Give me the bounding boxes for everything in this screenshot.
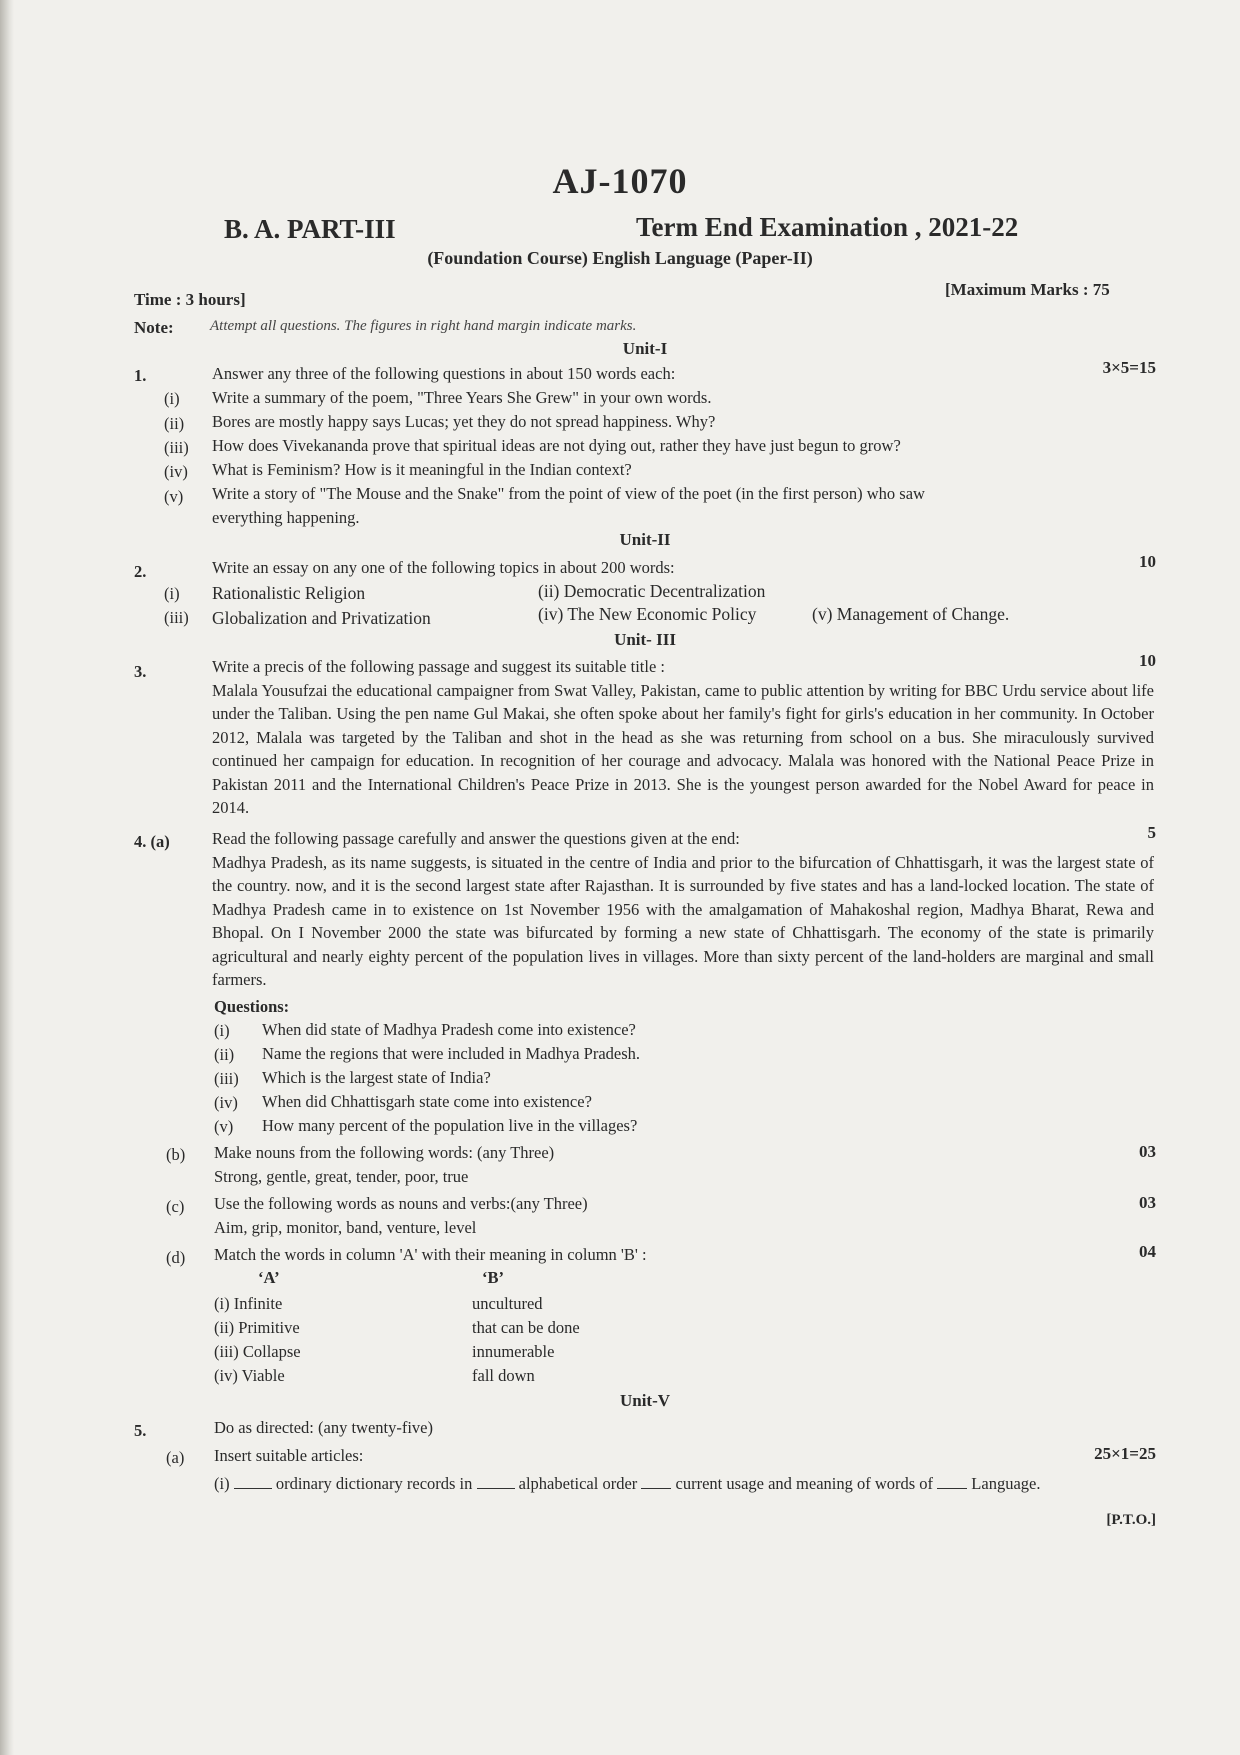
subquestion-text: When did Chhattisgarh state come into existence? (262, 1092, 592, 1111)
part-marks: 04 (1139, 1242, 1156, 1261)
unit-heading: Unit-V (619, 1391, 671, 1410)
column-b-item: uncultured (472, 1294, 543, 1313)
precis-passage: Malala Yousufzai the educational campaigner from Swat Valley, Pakistan, came to public attention by writing for BBC Urdu service about life under the Taliban. Using the pen name Gul Makai, she often spoke about her family's fight for girls's education in her community. In October 2012, Malala was targeted by the Taliban and shot in the head as she was returning from school on a bus. She miraculously survived continued her campaign for education. In recognition of her courage and advocacy. Malala was honored with the National Peace Prize in Pakistan 2011 and the International Children's Peace Prize in 2013. She is the youngest person awarded for the Nobel Award for peace in 2014. (212, 681, 1154, 818)
subquestion-number: (ii) (214, 1045, 235, 1064)
part-text: Insert suitable articles: (214, 1446, 364, 1465)
question-number: 2. (134, 562, 147, 581)
topic-text: Globalization and Privatization (212, 608, 431, 628)
question-number: 5. (134, 1421, 147, 1440)
subquestion-number: (iv) (214, 1093, 238, 1112)
unit-heading: Unit-I (622, 339, 668, 358)
note-text: Attempt all questions. The figures in right hand margin indicate marks. (210, 318, 637, 334)
part-text: Use the following words as nouns and verbs:(any Three) (214, 1194, 588, 1213)
answer-blank[interactable] (477, 1474, 515, 1489)
subquestion-text: Which is the largest state of India? (262, 1068, 491, 1087)
column-b-heading: ‘B’ (482, 1268, 504, 1287)
item-text: Write a story of "The Mouse and the Snake" from the point of view of the poet (in the first person) who saw (212, 484, 925, 503)
article-sentence (214, 1474, 1040, 1494)
item-text: everything happening. (212, 508, 360, 527)
question-number: 3. (134, 662, 147, 681)
question-marks: 3×5=15 (1102, 358, 1156, 377)
subquestion-number: (iii) (214, 1069, 239, 1088)
answer-blank[interactable] (641, 1474, 671, 1489)
answer-blank[interactable] (234, 1474, 272, 1489)
column-b-item: that can be done (472, 1318, 580, 1337)
maximum-marks: [Maximum Marks : 75 (945, 280, 1110, 299)
column-a-heading: ‘A’ (258, 1268, 280, 1287)
question-number: 4. (a) (134, 832, 170, 851)
course-title: (Foundation Course) English Language (Paper-II) (427, 248, 813, 268)
part-marks: 25×1=25 (1094, 1444, 1156, 1463)
word-list: Aim, grip, monitor, band, venture, level (214, 1218, 477, 1237)
column-a-item: (iv) Viable (214, 1366, 285, 1385)
sentence-fragment: alphabetical order (518, 1474, 638, 1493)
part-text: Match the words in column 'A' with their meaning in column 'B' : (214, 1245, 647, 1264)
unit-heading: Unit-II (619, 530, 671, 549)
topic-text: (ii) Democratic Decentralization (538, 581, 766, 601)
question-marks: 10 (1139, 552, 1156, 571)
item-text: How does Vivekananda prove that spiritual ideas are not dying out, rather they have just begun to grow? (212, 436, 901, 455)
part-marks: 03 (1139, 1193, 1156, 1212)
column-b-item: fall down (472, 1366, 535, 1385)
exam-title: Term End Examination , 2021-22 (636, 212, 1019, 242)
please-turn-over: [P.T.O.] (1106, 1512, 1156, 1528)
question-number: 1. (134, 366, 147, 385)
item-text: Bores are mostly happy says Lucas; yet they do not spread happiness. Why? (212, 412, 716, 431)
part-label: (c) (166, 1197, 185, 1216)
sentence-number: (i) (214, 1474, 230, 1493)
question-marks: 5 (1147, 823, 1156, 842)
column-a-item: (iii) Collapse (214, 1342, 301, 1361)
subquestion-number: (i) (214, 1021, 230, 1040)
column-a-item: (ii) Primitive (214, 1318, 300, 1337)
subquestion-text: Name the regions that were included in Madhya Pradesh. (262, 1044, 641, 1063)
answer-blank[interactable] (937, 1474, 967, 1489)
part-label: (a) (166, 1448, 185, 1467)
item-number: (v) (164, 487, 184, 506)
item-number: (i) (164, 389, 180, 408)
part-text: Make nouns from the following words: (any Three) (214, 1143, 555, 1162)
item-number: (i) (164, 584, 180, 603)
question-text: Write a precis of the following passage and suggest its suitable title : (212, 657, 665, 676)
item-text: Write a summary of the poem, "Three Years She Grew" in your own words. (212, 388, 712, 407)
question-text: Answer any three of the following questions in about 150 words each: (212, 364, 676, 383)
topic-text: (v) Management of Change. (812, 604, 1010, 624)
class-title: B. A. PART-III (224, 214, 396, 244)
questions-label: Questions: (214, 997, 290, 1016)
unit-heading: Unit- III (614, 630, 676, 649)
part-marks: 03 (1139, 1142, 1156, 1161)
sentence-fragment: Language. (971, 1474, 1041, 1493)
topic-text: Rationalistic Religion (212, 583, 366, 603)
paper-code: AJ-1070 (552, 161, 688, 201)
item-text: What is Feminism? How is it meaningful in the Indian context? (212, 460, 632, 479)
column-a-item: (i) Infinite (214, 1294, 283, 1313)
subquestion-number: (v) (214, 1117, 234, 1136)
comprehension-passage: Madhya Pradesh, as its name suggests, is situated in the centre of India and prior to the bifurcation of Chhattisgarh, it was the largest state of the country. now, and it is the second largest state after Rajasthan. It is surrounded by five states and has a land-locked location. The state of Madhya Pradesh came in to existence on 1st November 1956 with the amalgamation of Mahakoshal region, Madhya Bharat, Rewa and Bhopal. On I November 2000 the state was bifurcated by forming a new state of Chhattisgarh. The economy of the state is primarily agricultural and nearly eighty percent of the population lives in villages. More than sixty percent of the land-holders are marginal and small farmers. (212, 853, 1154, 990)
sentence-fragment: current usage and meaning of words of (675, 1474, 934, 1493)
item-number: (iii) (164, 438, 189, 457)
part-label: (b) (166, 1145, 186, 1164)
topic-text: (iv) The New Economic Policy (538, 604, 757, 624)
question-marks: 10 (1139, 651, 1156, 670)
column-b-item: innumerable (472, 1342, 555, 1361)
question-text: Write an essay on any one of the following topics in about 200 words: (212, 558, 675, 577)
time-allowed: Time : 3 hours] (134, 290, 246, 309)
subquestion-text: When did state of Madhya Pradesh come into existence? (262, 1020, 636, 1039)
note-label: Note: (134, 318, 174, 337)
question-text: Do as directed: (any twenty-five) (214, 1418, 433, 1437)
subquestion-text: How many percent of the population live in the villages? (262, 1116, 638, 1135)
item-number: (ii) (164, 414, 185, 433)
sentence-fragment: ordinary dictionary records in (275, 1474, 473, 1493)
item-number: (iii) (164, 608, 189, 627)
question-text: Read the following passage carefully and answer the questions given at the end: (212, 829, 740, 848)
item-number: (iv) (164, 462, 188, 481)
word-list: Strong, gentle, great, tender, poor, true (214, 1167, 469, 1186)
part-label: (d) (166, 1248, 186, 1267)
